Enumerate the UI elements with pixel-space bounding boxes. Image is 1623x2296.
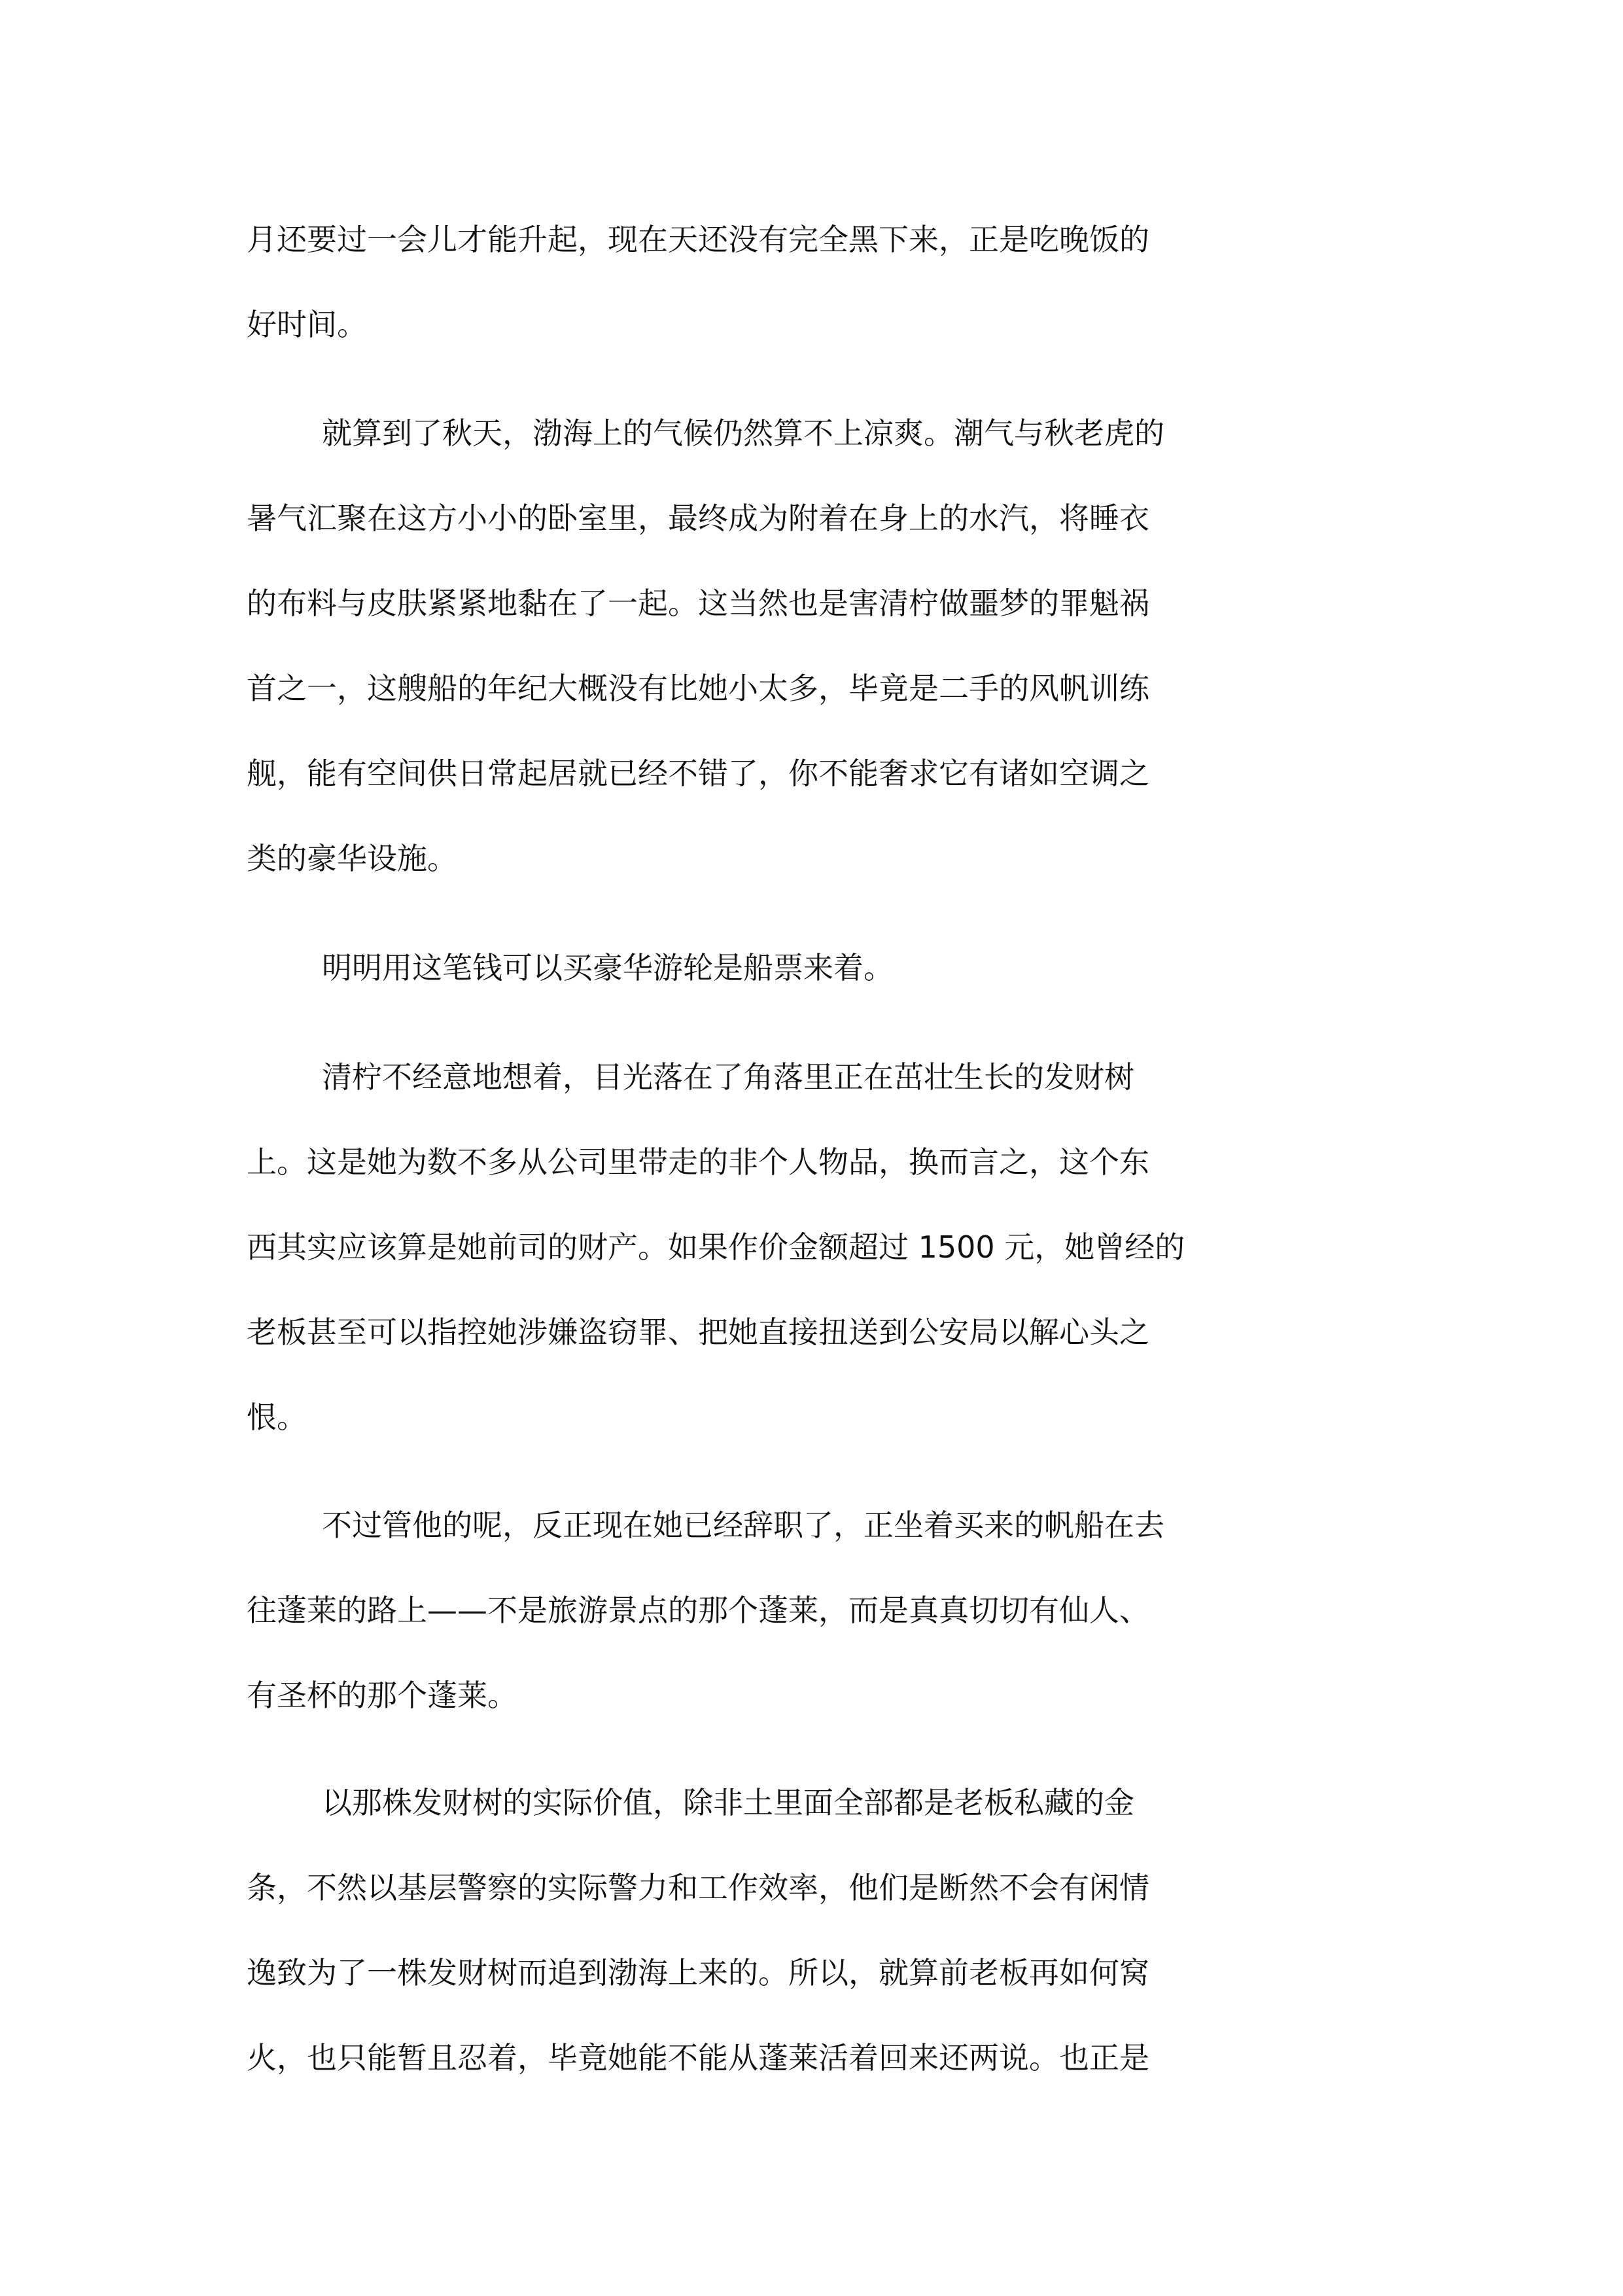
- paragraph-line: 有圣杯的那个蓬莱。: [247, 1678, 517, 1713]
- paragraph-5: [247, 1483, 1254, 1738]
- paragraph-line: 以那株发财树的实际价值，除非土里面全部都是老板私藏的金: [322, 1785, 1134, 1820]
- paragraph-3: [247, 925, 1254, 1010]
- paragraph-line: 清柠不经意地想着，目光落在了角落里正在茁壮生长的发财树: [322, 1059, 1134, 1095]
- paragraph-line: 好时间。: [247, 307, 367, 342]
- paragraph-line: 逸致为了一株发财树而追到渤海上来的。所以，就算前老板再如何窝: [247, 1955, 1149, 1990]
- paragraph-line: 类的豪华设施。: [247, 841, 457, 876]
- paragraph-4: [247, 1034, 1254, 1460]
- paragraph-6: [247, 1760, 1254, 2100]
- paragraph-line: 上。这是她为数不多从公司里带走的非个人物品，换而言之，这个东: [247, 1144, 1149, 1180]
- paragraph-line: 就算到了秋天，渤海上的气候仍然算不上凉爽。潮气与秋老虎的: [322, 415, 1164, 451]
- paragraph-line: 暑气汇聚在这方小小的卧室里，最终成为附着在身上的水汽，将睡衣: [247, 501, 1149, 536]
- paragraph-line: 舰，能有空间供日常起居就已经不错了，你不能奢求它有诸如空调之: [247, 756, 1149, 791]
- paragraph-line: 火，也只能暂且忍着，毕竟她能不能从蓬莱活着回来还两说。也正是: [247, 2040, 1149, 2075]
- paragraph-line: 的布料与皮肤紧紧地黏在了一起。这当然也是害清柠做噩梦的罪魁祸: [247, 586, 1149, 621]
- paragraph-line: 老板甚至可以指控她涉嫌盗窃罪、把她直接扭送到公安局以解心头之: [247, 1315, 1149, 1350]
- paragraph-line: 往蓬莱的路上——不是旅游景点的那个蓬莱，而是真真切切有仙人、: [247, 1593, 1149, 1628]
- paragraph-line: 月还要过一会儿才能升起，现在天还没有完全黑下来，正是吃晚饭的: [247, 222, 1149, 257]
- paragraph-1: [247, 197, 1254, 367]
- paragraph-line: 明明用这笔钱可以买豪华游轮是船票来着。: [322, 950, 894, 985]
- paragraph-line: 条，不然以基层警察的实际警力和工作效率，他们是断然不会有闲情: [247, 1870, 1149, 1905]
- paragraph-line: 恨。: [247, 1400, 307, 1435]
- paragraph-line: 西其实应该算是她前司的财产。如果作价金额超过 1500 元，她曾经的: [247, 1229, 1185, 1265]
- paragraph-line: 首之一，这艘船的年纪大概没有比她小太多，毕竟是二手的风帆训练: [247, 671, 1149, 706]
- paragraph-2: [247, 391, 1254, 901]
- paragraph-line: 不过管他的呢，反正现在她已经辞职了，正坐着买来的帆船在去: [322, 1508, 1164, 1543]
